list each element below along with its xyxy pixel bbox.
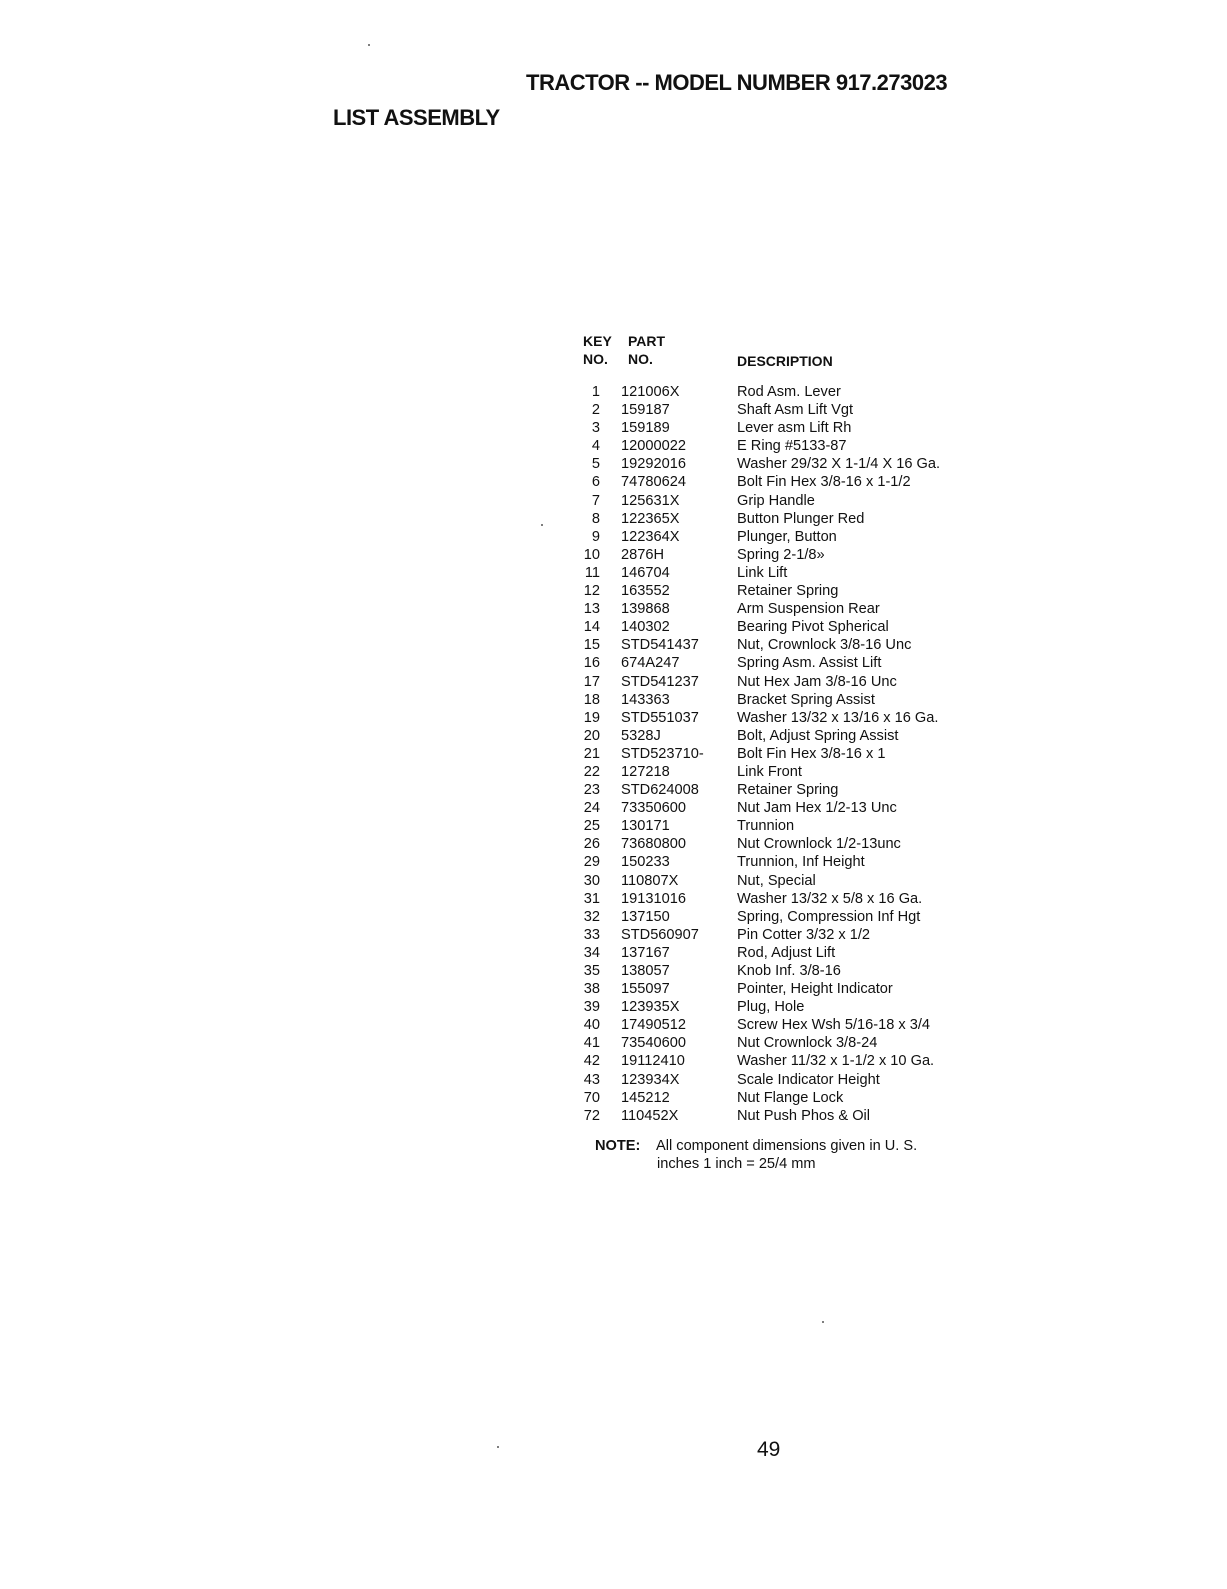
scan-speck	[497, 1446, 499, 1448]
part-number: 19292016	[621, 456, 686, 473]
part-description: Rod Asm. Lever	[737, 384, 841, 400]
part-header-line1: PART	[628, 333, 666, 349]
part-key-number: 11	[584, 564, 600, 581]
part-description: Button Plunger Red	[737, 510, 865, 527]
scan-speck	[822, 1321, 824, 1323]
part-number: 145212	[621, 1089, 670, 1106]
part-description: Bolt Fin Hex 3/8-16 x 1-1/2	[737, 474, 911, 491]
part-key-number: 1	[591, 384, 600, 400]
part-key-number: 39	[583, 999, 600, 1016]
part-description: Spring 2-1/8»	[737, 546, 825, 563]
part-number: 5328J	[621, 727, 661, 744]
part-number: 2876H	[621, 546, 665, 563]
note-line-2: inches 1 inch = 25/4 mm	[657, 1156, 816, 1172]
part-number: 19112410	[621, 1053, 685, 1070]
part-key-number: 8	[591, 510, 600, 527]
part-key-number: 35	[583, 963, 600, 979]
part-number: STD560907	[621, 926, 699, 943]
part-number: 17490512	[621, 1017, 686, 1034]
page-number: 49	[757, 1438, 781, 1461]
part-description: Screw Hex Wsh 5/16-18 x 3/4	[737, 1017, 931, 1034]
part-key-number: 25	[583, 818, 600, 835]
part-number: 121006X	[621, 384, 680, 400]
part-description: Link Lift	[737, 564, 788, 581]
part-number: 159187	[621, 402, 670, 419]
part-description: Rod, Adjust Lift	[737, 944, 836, 961]
part-number: 125631X	[621, 492, 680, 509]
part-key-number: 24	[583, 800, 600, 817]
part-number: 123934X	[621, 1071, 680, 1088]
scan-speck	[368, 44, 370, 46]
part-key-number: 26	[583, 836, 600, 853]
part-description: Retainer Spring	[737, 782, 839, 799]
part-key-number: 14	[583, 619, 600, 636]
part-description: Pointer, Height Indicator	[737, 981, 893, 998]
part-description: Plunger, Button	[737, 528, 837, 545]
key-header-line1: KEY	[583, 333, 612, 349]
key-header-line2: NO.	[583, 351, 608, 367]
part-description: Washer 29/32 X 1-1/4 X 16 Ga.	[737, 456, 941, 473]
description-header: DESCRIPTION	[737, 353, 833, 369]
part-key-number: 18	[583, 691, 600, 708]
part-key-number: 9	[591, 528, 600, 545]
part-key-number: 40	[583, 1017, 600, 1034]
part-key-number: 33	[583, 926, 600, 943]
part-number: 74780624	[621, 474, 686, 491]
part-key-number: 23	[583, 782, 600, 799]
part-number: STD624008	[621, 782, 699, 799]
part-number: 122364X	[621, 528, 680, 545]
scan-speck	[541, 524, 543, 526]
note-line-1: All component dimensions given in U. S.	[656, 1138, 918, 1154]
part-number: 146704	[621, 564, 670, 581]
part-description: Bearing Pivot Spherical	[737, 619, 889, 636]
part-description: Washer 11/32 x 1-1/2 x 10 Ga.	[737, 1053, 935, 1070]
part-key-number: 19	[583, 709, 600, 726]
part-key-number: 7	[591, 492, 600, 509]
part-key-number: 32	[583, 908, 600, 925]
part-description: Scale Indicator Height	[737, 1071, 880, 1088]
part-description: Plug, Hole	[737, 999, 805, 1016]
part-key-number: 34	[583, 944, 600, 961]
part-key-number: 70	[583, 1089, 600, 1106]
part-key-number: 3	[591, 420, 600, 437]
part-number: STD551037	[621, 709, 699, 726]
part-description: Nut Push Phos & Oil	[737, 1107, 871, 1124]
part-number: 137150	[621, 908, 670, 925]
part-description: Lever asm Lift Rh	[737, 420, 852, 437]
part-number: 12000022	[621, 438, 686, 455]
part-number: 122365X	[621, 510, 680, 527]
part-description: Arm Suspension Rear	[737, 601, 880, 618]
part-key-number: 6	[591, 474, 600, 491]
section-title: LIST ASSEMBLY	[333, 105, 500, 130]
part-key-number: 41	[583, 1035, 600, 1052]
part-number: 140302	[621, 619, 670, 636]
part-number: 163552	[621, 583, 670, 600]
part-key-number: 5	[591, 456, 600, 473]
part-key-number: 16	[583, 655, 600, 672]
part-number: 127218	[621, 763, 670, 780]
part-number: STD541237	[621, 673, 699, 690]
part-description: Retainer Spring	[737, 583, 839, 600]
part-number: 110452X	[621, 1107, 679, 1124]
part-key-number: 30	[583, 872, 600, 889]
part-description: Grip Handle	[737, 492, 815, 509]
part-number: 123935X	[621, 999, 680, 1016]
part-description: Washer 13/32 x 5/8 x 16 Ga.	[737, 890, 923, 907]
part-description: Knob Inf. 3/8-16	[737, 963, 841, 979]
part-number: 73680800	[621, 836, 686, 853]
part-key-number: 20	[583, 727, 600, 744]
part-number: 137167	[621, 944, 670, 961]
part-key-number: 10	[583, 546, 600, 563]
page-title: TRACTOR -- MODEL NUMBER 917.273023	[526, 70, 948, 95]
part-number: 130171	[621, 818, 670, 835]
part-key-number: 4	[591, 438, 600, 455]
part-key-number: 42	[583, 1053, 600, 1070]
part-number: 73540600	[621, 1035, 686, 1052]
part-key-number: 12	[583, 583, 600, 600]
part-number: 143363	[621, 691, 670, 708]
part-number: 19131016	[621, 890, 686, 907]
part-header-line2: NO.	[628, 351, 653, 367]
part-description: E Ring #5133-87	[737, 438, 847, 455]
part-key-number: 17	[583, 673, 600, 690]
part-number: 110807X	[621, 872, 679, 889]
part-number: 73350600	[621, 800, 686, 817]
part-key-number: 29	[583, 854, 600, 871]
part-key-number: 13	[583, 601, 600, 618]
part-description: Pin Cotter 3/32 x 1/2	[737, 926, 871, 943]
part-description: Shaft Asm Lift Vgt	[737, 402, 853, 419]
part-key-number: 43	[583, 1071, 600, 1088]
part-description: Nut, Special	[737, 872, 816, 889]
part-description: Link Front	[737, 763, 802, 780]
part-key-number: 72	[583, 1107, 600, 1124]
part-description: Bracket Spring Assist	[737, 691, 875, 708]
part-description: Trunnion, Inf Height	[737, 854, 865, 871]
part-description: Washer 13/32 x 13/16 x 16 Ga.	[737, 709, 939, 726]
part-description: Nut Crownlock 3/8-24	[737, 1035, 878, 1052]
part-key-number: 15	[583, 637, 600, 654]
part-number: 155097	[621, 981, 670, 998]
part-number: 150233	[621, 854, 670, 871]
part-description: Spring Asm. Assist Lift	[737, 655, 882, 672]
part-number: 139868	[621, 601, 670, 618]
part-description: Bolt Fin Hex 3/8-16 x 1	[737, 745, 886, 762]
part-description: Spring, Compression Inf Hgt	[737, 908, 921, 925]
part-description: Nut Flange Lock	[737, 1089, 844, 1106]
part-key-number: 22	[583, 763, 600, 780]
part-description: Nut, Crownlock 3/8-16 Unc	[737, 637, 912, 654]
part-number: STD541437	[621, 637, 699, 654]
part-number: 674A247	[621, 655, 680, 672]
part-key-number: 2	[591, 402, 600, 419]
note-label: NOTE:	[595, 1138, 641, 1154]
part-number: 159189	[621, 420, 670, 437]
part-key-number: 21	[583, 745, 600, 762]
part-number: 138057	[621, 963, 670, 979]
part-description: Nut Crownlock 1/2-13unc	[737, 836, 901, 853]
part-description: Trunnion	[737, 818, 795, 835]
part-key-number: 31	[583, 890, 600, 907]
part-number: STD523710-	[621, 745, 704, 762]
part-description: Nut Hex Jam 3/8-16 Unc	[737, 673, 897, 690]
part-description: Bolt, Adjust Spring Assist	[737, 727, 899, 744]
part-key-number: 38	[583, 981, 600, 998]
part-description: Nut Jam Hex 1/2-13 Unc	[737, 800, 897, 817]
